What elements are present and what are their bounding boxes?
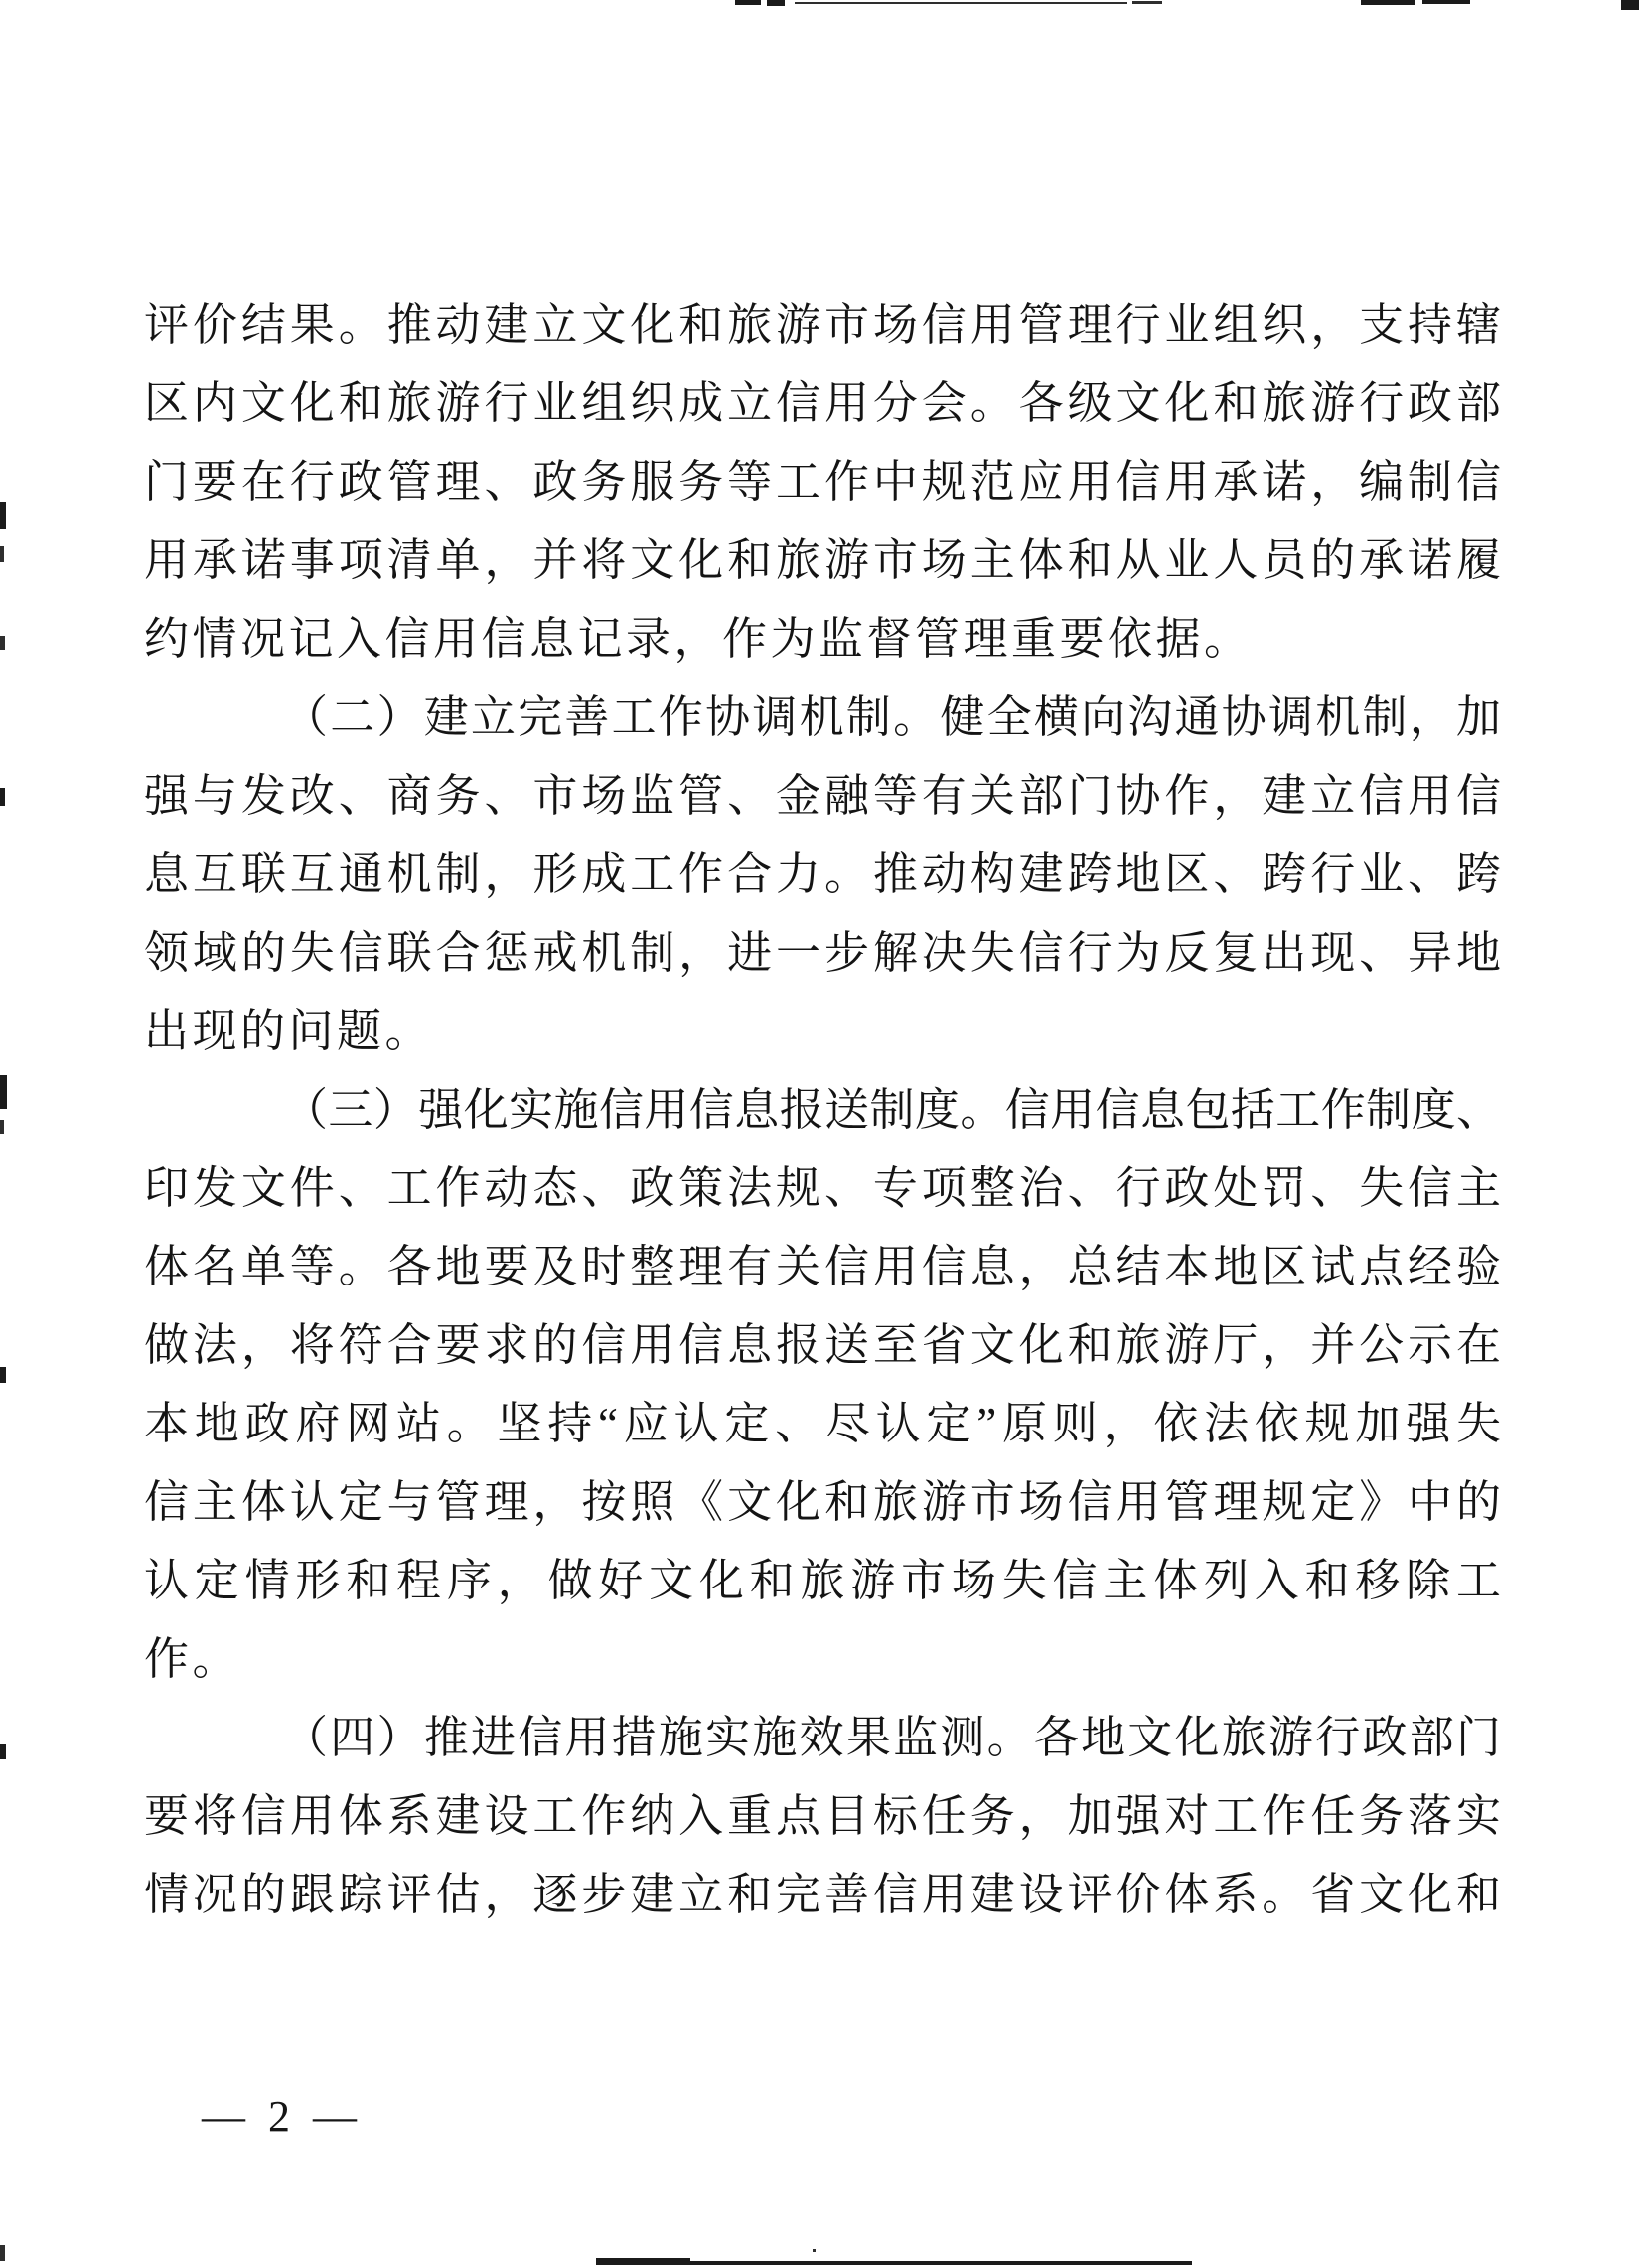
scan-artifact-bottom-line (596, 2258, 690, 2265)
scan-artifact-left (0, 1744, 6, 1759)
paragraph-start-line: （三）强化实施信用信息报送制度。信用信息包括工作制度、 (283, 1085, 1501, 1134)
scan-artifact-left (0, 502, 6, 529)
scan-artifact-left (0, 2245, 5, 2261)
text-line: 本地政府网站。坚持“应认定、尽认定”原则，依法依规加强失 (144, 1399, 1501, 1448)
text-line: 门要在行政管理、政务服务等工作中规范应用信用承诺，编制信 (144, 457, 1501, 507)
text-line: 要将信用体系建设工作纳入重点目标任务，加强对工作任务落实 (144, 1791, 1501, 1841)
paragraph-start-line: （二）建立完善工作协调机制。健全横向沟通协调机制，加 (283, 692, 1501, 742)
scan-artifact-top (735, 0, 761, 5)
text-line: 做法，将符合要求的信用信息报送至省文化和旅游厅，并公示在 (144, 1320, 1501, 1370)
text-line: 强与发改、商务、市场监管、金融等有关部门协作，建立信用信 (144, 771, 1501, 821)
scan-artifact-top (1422, 0, 1470, 4)
scan-artifact-left (0, 1367, 6, 1383)
paragraph-start-line: （四）推进信用措施实施效果监测。各地文化旅游行政部门 (283, 1713, 1501, 1762)
text-line: 认定情形和程序，做好文化和旅游市场失信主体列入和移除工 (144, 1556, 1501, 1605)
scan-artifact-left (0, 546, 4, 562)
scan-artifact-top (1361, 0, 1416, 5)
text-line: 用承诺事项清单，并将文化和旅游市场主体和从业人员的承诺履 (144, 535, 1501, 585)
text-line: 约情况记入信用信息记录，作为监督管理重要依据。 (144, 614, 1253, 664)
text-line: 体名单等。各地要及时整理有关信用信息，总结本地区试点经验 (144, 1242, 1501, 1291)
text-line: 情况的跟踪评估，逐步建立和完善信用建设评价体系。省文化和 (144, 1870, 1501, 1919)
scan-artifact-left (0, 1075, 7, 1109)
text-line: 区内文化和旅游行业组织成立信用分会。各级文化和旅游行政部 (144, 378, 1501, 428)
text-line: 信主体认定与管理，按照《文化和旅游市场信用管理规定》中的 (144, 1477, 1501, 1527)
document-text-block (144, 286, 1501, 1934)
scan-artifact-left (0, 788, 5, 806)
text-line: 领域的失信联合惩戒机制，进一步解决失信行为反复出现、异地 (144, 928, 1501, 978)
text-line: 印发文件、工作动态、政策法规、专项整治、行政处罚、失信主 (144, 1163, 1501, 1213)
page-number: — 2 — (202, 2092, 363, 2141)
text-line: 出现的问题。 (144, 1006, 434, 1056)
text-line: 评价结果。推动建立文化和旅游市场信用管理行业组织，支持辖 (144, 300, 1501, 350)
scan-artifact-left (0, 636, 5, 650)
scan-artifact-top (767, 0, 785, 6)
scan-artifact-bottom-dot (813, 2249, 816, 2252)
scan-artifact-top-corner (1621, 0, 1639, 10)
scan-artifact-left (0, 1120, 4, 1134)
text-line: 息互联互通机制，形成工作合力。推动构建跨地区、跨行业、跨 (144, 849, 1501, 899)
scan-artifact-top (795, 2, 1127, 4)
text-line: 作。 (144, 1634, 241, 1684)
scan-artifact-top (1132, 1, 1162, 4)
